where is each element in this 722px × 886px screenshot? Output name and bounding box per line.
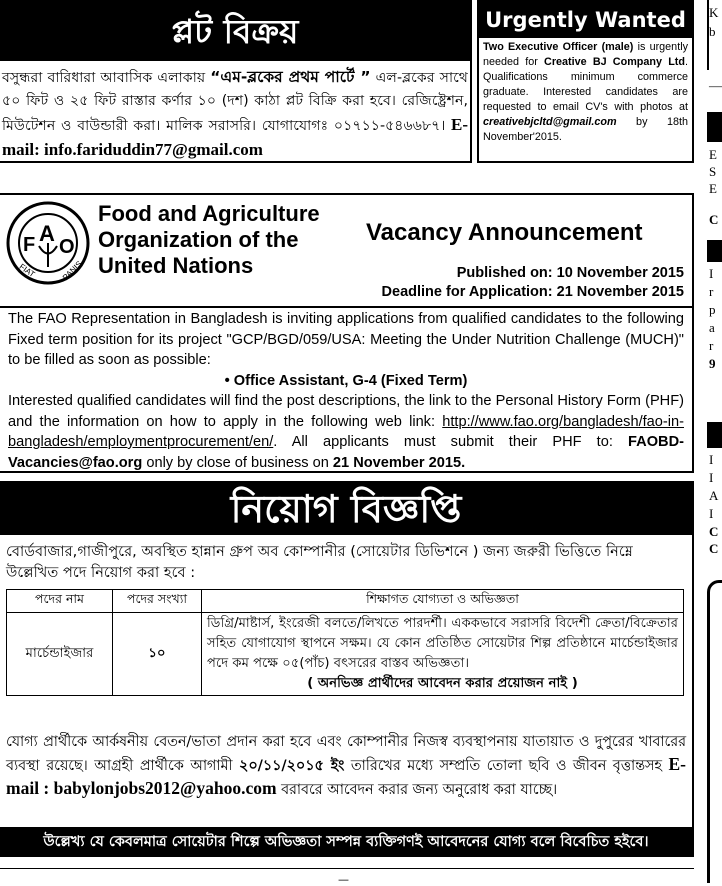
requirements-note: ( অনভিজ্ঞ প্রার্থীদের আবেদন করার প্রয়োজন নাই ) (307, 676, 578, 691)
adjacent-text: b (709, 24, 716, 39)
next-ad-text-fragment: — (338, 873, 349, 886)
fao-body (8, 309, 684, 473)
adjacent-text: I (709, 452, 714, 467)
fao-text-a: Interested qualified candidates will find the post descriptions, the link to the Personal History Form (PHF) and the information on how to apply in the following web link: (8, 393, 684, 430)
urgently-wanted-title: Urgently Wanted (479, 2, 692, 38)
plot-sale-body (2, 66, 468, 163)
table-header-row (7, 590, 684, 613)
urgent-company: Creative BJ Company Ltd (544, 56, 685, 68)
table-header-post: পদের নাম (7, 590, 113, 613)
fao-logo-letter-f: F (23, 234, 36, 256)
adjacent-text: a (709, 320, 715, 335)
adjacent-column-fragment (705, 0, 722, 883)
application-deadline-bn: ২০/১১/২০১৫ ইং (239, 758, 345, 774)
job-ad-title: নিয়োগ বিজ্ঞপ্তি (0, 483, 692, 535)
fao-vacancy-ad (0, 193, 694, 473)
fao-web-link[interactable]: http://www.fao.org/bangladesh/fao-in-bangladesh/employmentprocurement/en/ (8, 413, 684, 450)
table-row (7, 613, 684, 696)
plot-sale-text-1: বসুন্ধরা বারিধারা আবাসিক এলাকায় (2, 70, 211, 86)
adjacent-text: A (709, 488, 719, 503)
plot-sale-text-2: এল-ব্লকের সাথে ৫০ ফিট ও ২৫ ফিট রাস্তার কর্ণার ১০ (দশ) কাঠা প্লট বিক্রি করা হবে। রেজিষ্ট্রেশন, মিউটেশন ও বাউন্ডারী করা। মালিক সরাসরি। যোগাযোগঃ ০১৭১১-৫৪৬৬৮৭। (2, 70, 468, 134)
fao-paragraph-1: The FAO Representation in Bangladesh is inviting applications from qualified candidates to the following Fixed term position for its project "GCP/BGD/059/USA: Meeting the Under Nutrition Challenge (MUCH)" to be filled as soon as possible: (8, 311, 684, 368)
adjacent-text: r (709, 284, 714, 299)
fao-logo-icon (6, 201, 90, 285)
urgent-text-3: by 18th November'2015. (483, 116, 688, 143)
fao-paragraph-2 (8, 391, 684, 473)
adjacent-text: r (709, 338, 714, 353)
urgently-wanted-ad (477, 0, 694, 163)
adjacent-text: S (709, 164, 717, 179)
fao-text-b: . All applicants must submit their PHF to: (273, 434, 629, 450)
details-text-2: তারিখের মধ্যে সম্প্রতি তোলা ছবি ও জীবন বৃত্তান্তসহ (344, 758, 669, 774)
adjacent-text: I (709, 266, 714, 281)
urgent-text-1: is urgently needed for (483, 41, 688, 68)
adjacent-text: E (709, 147, 717, 162)
table-cell-count: ১০ (113, 613, 202, 696)
application-deadline: Deadline for Application: 21 November 2015 (381, 284, 684, 300)
details-text-1: যোগ্য প্রার্থীকে আর্কষনীয় বেতন/ভাতা প্রদান করা হবে এবং কোম্পানীর নিজস্ব ব্যবস্থাপনায় যাতায়াত ও দুপুরের খাবারের ব্যবস্থা রয়েছে। আগ্রহী প্রার্থীকে আগামী (6, 734, 686, 774)
adjacent-text: p (709, 302, 716, 317)
urgent-text-2: . Qualifications minimum commerce graduate. Interested candidates are requested to email CV's with photos at (483, 56, 688, 113)
adjacent-text: I (709, 470, 714, 485)
urgent-position: Two Executive Officer (male) (483, 41, 634, 53)
adjacent-text: K (709, 5, 719, 20)
requirements-text: ডিগ্রি/মাষ্টার্স, ইংরেজী বলতে/লিখতে পারদর্শী। এককভাবে সরাসরি বিদেশী ক্রেতা/বিক্রেতার সহিত যোগাযোগ স্থাপনে সক্ষম। যে কোন প্রতিষ্ঠিত সোয়েটার শিল্প প্রতিষ্ঠানে মার্চেন্ডাইজার পদে কম পক্ষে ০৫(পাঁচ) বৎসরের বাস্তব অভিজ্ঞতা। (207, 616, 678, 671)
published-date: Published on: 10 November 2015 (456, 265, 684, 281)
adjacent-text: C (709, 541, 719, 556)
vacancy-announcement-heading: Vacancy Announcement (366, 219, 643, 246)
fao-position-title: • Office Assistant, G-4 (Fixed Term) (224, 372, 468, 389)
table-header-count: পদের সংখ্যা (113, 590, 202, 613)
adjacent-text: — (709, 78, 722, 93)
plot-sale-title: প্লট বিক্রয় (0, 2, 470, 61)
adjacent-text: I (709, 506, 714, 521)
fao-motto-left: FIAT (17, 262, 37, 280)
adjacent-text: C (709, 212, 719, 227)
plot-sale-ad (0, 0, 472, 163)
adjacent-text: 9 (709, 356, 716, 371)
urgent-email[interactable]: creativebjcltd@gmail.com (483, 116, 617, 128)
adjacent-text: E (709, 181, 717, 196)
fao-divider (0, 306, 692, 308)
job-ad-details (6, 731, 686, 801)
details-text-3: বরাবরে আবেদন করার জন্য অনুরোধ করা যাচ্ছে। (276, 782, 558, 798)
fao-text-c: only by close of business on (142, 454, 333, 471)
adjacent-rounded-box (707, 580, 722, 883)
fao-motto-right: PANIS (60, 259, 84, 283)
fao-logo-letter-o: O (59, 236, 75, 258)
fao-close-date: 21 November 2015. (332, 454, 466, 471)
fao-logo-letter-a: A (39, 221, 55, 246)
adjacent-heading-bar (707, 112, 722, 142)
table-cell-requirements (202, 613, 684, 696)
job-ad-footer-note: উল্লেখ্য যে কেবলমাত্র সোয়েটার শিল্পে অভিজ্ঞতা সম্পন্ন ব্যক্তিগণই আবেদনের যোগ্য বলে বিবেচিত হইবে। (0, 827, 692, 857)
fao-email[interactable]: FAOBD-Vacancies@fao.org (8, 434, 684, 471)
plot-sale-email[interactable]: E-mail: info.fariduddin77@gmail.com (2, 115, 469, 159)
job-ad-intro: বোর্ডবাজার,গাজীপুরে, অবস্থিত হান্নান গ্রুপ অব কোম্পানীর (সোয়েটার ডিভিশনে ) জন্য জরুরী ভিত্তিতে নিম্নে উল্লেখিত পদে নিয়োগ করা হবে : (6, 543, 633, 581)
table-cell-post: মার্চেন্ডাইজার (7, 613, 113, 696)
job-vacancy-ad (0, 481, 694, 857)
job-requirements-table (6, 589, 684, 696)
adjacent-heading-bar (707, 422, 722, 448)
adjacent-heading-bar (707, 240, 722, 262)
job-email[interactable]: E-mail : babylonjobs2012@yahoo.com (6, 754, 686, 798)
fao-organization-name: Food and Agriculture Organization of the United Nations (98, 201, 320, 278)
urgently-wanted-body (483, 40, 688, 145)
adjacent-text: C (709, 524, 719, 539)
plot-sale-location: “এম-ব্লকের প্রথম পার্টে ” (210, 68, 371, 86)
table-header-requirements: শিক্ষাগত যোগ্যতা ও অভিজ্ঞতা (202, 590, 684, 613)
